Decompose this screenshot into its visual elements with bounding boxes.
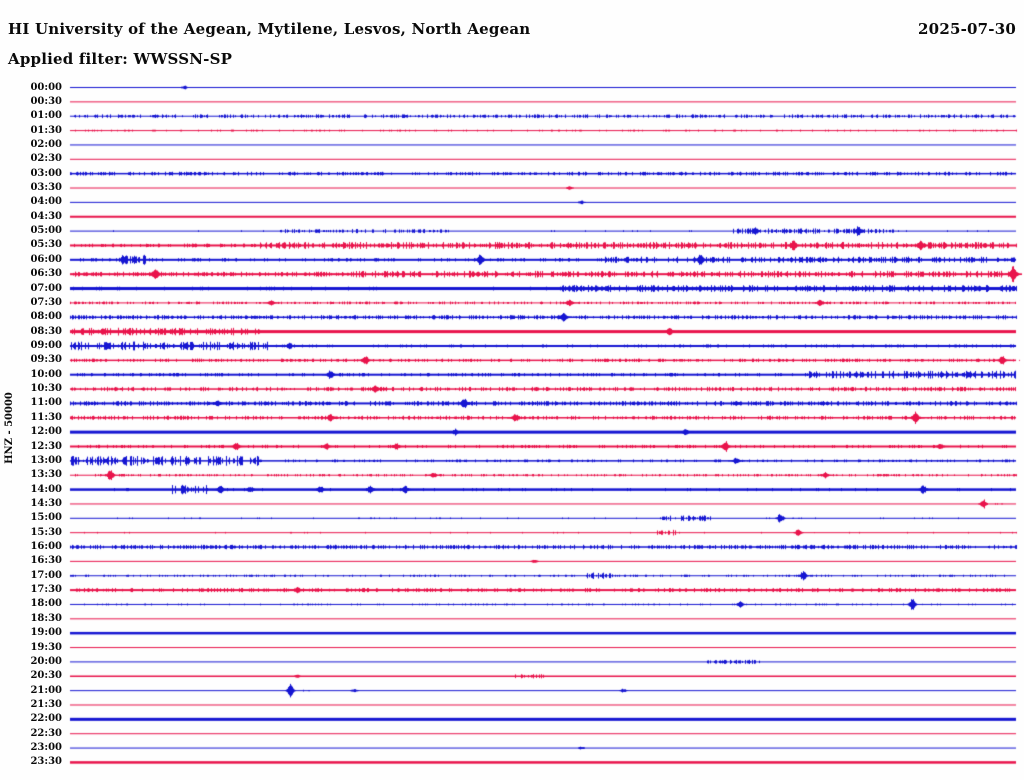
time-label: 04:30	[30, 210, 62, 222]
time-label: 18:00	[30, 598, 62, 610]
time-label: 02:00	[30, 138, 62, 150]
time-label: 20:30	[30, 670, 62, 682]
time-label: 01:00	[30, 110, 62, 122]
time-label: 19:00	[30, 627, 62, 639]
time-label: 01:30	[30, 124, 62, 136]
time-label: 07:30	[30, 296, 62, 308]
station-title: HI University of the Aegean, Mytilene, Lesvos, North Aegean	[8, 20, 531, 38]
time-label: 03:00	[30, 167, 62, 179]
channel-gain-label: HNZ - 50000	[4, 392, 15, 464]
time-label: 23:00	[30, 742, 62, 754]
time-label: 16:00	[30, 541, 62, 553]
plot-date: 2025-07-30	[918, 20, 1016, 38]
time-label: 15:00	[30, 512, 62, 524]
time-label: 13:00	[30, 454, 62, 466]
time-label: 03:30	[30, 182, 62, 194]
time-label: 00:30	[30, 95, 62, 107]
time-label: 19:30	[30, 641, 62, 653]
time-label: 09:30	[30, 354, 62, 366]
time-label: 21:30	[30, 698, 62, 710]
time-label: 02:30	[30, 153, 62, 165]
time-label: 08:00	[30, 311, 62, 323]
time-label: 06:00	[30, 253, 62, 265]
time-label: 11:00	[30, 397, 62, 409]
time-label: 13:30	[30, 469, 62, 481]
time-label: 05:00	[30, 225, 62, 237]
time-label: 15:30	[30, 526, 62, 538]
time-label: 12:00	[30, 426, 62, 438]
time-label: 20:00	[30, 655, 62, 667]
time-label: 22:30	[30, 727, 62, 739]
time-label: 11:30	[30, 411, 62, 423]
time-label: 14:00	[30, 483, 62, 495]
time-label: 12:30	[30, 440, 62, 452]
time-label: 23:30	[30, 756, 62, 768]
time-label: 08:30	[30, 325, 62, 337]
time-label: 21:00	[30, 684, 62, 696]
time-label: 04:00	[30, 196, 62, 208]
time-label: 18:30	[30, 612, 62, 624]
time-label: 10:30	[30, 383, 62, 395]
time-label: 14:30	[30, 497, 62, 509]
time-label: 06:30	[30, 268, 62, 280]
time-label: 07:00	[30, 282, 62, 294]
time-label: 09:00	[30, 339, 62, 351]
time-label: 22:00	[30, 713, 62, 725]
time-label: 16:30	[30, 555, 62, 567]
applied-filter-label: Applied filter: WWSSN-SP	[8, 50, 233, 68]
time-label: 17:00	[30, 569, 62, 581]
time-label: 17:30	[30, 584, 62, 596]
time-label: 05:30	[30, 239, 62, 251]
time-label: 10:00	[30, 368, 62, 380]
time-label: 00:00	[30, 81, 62, 93]
